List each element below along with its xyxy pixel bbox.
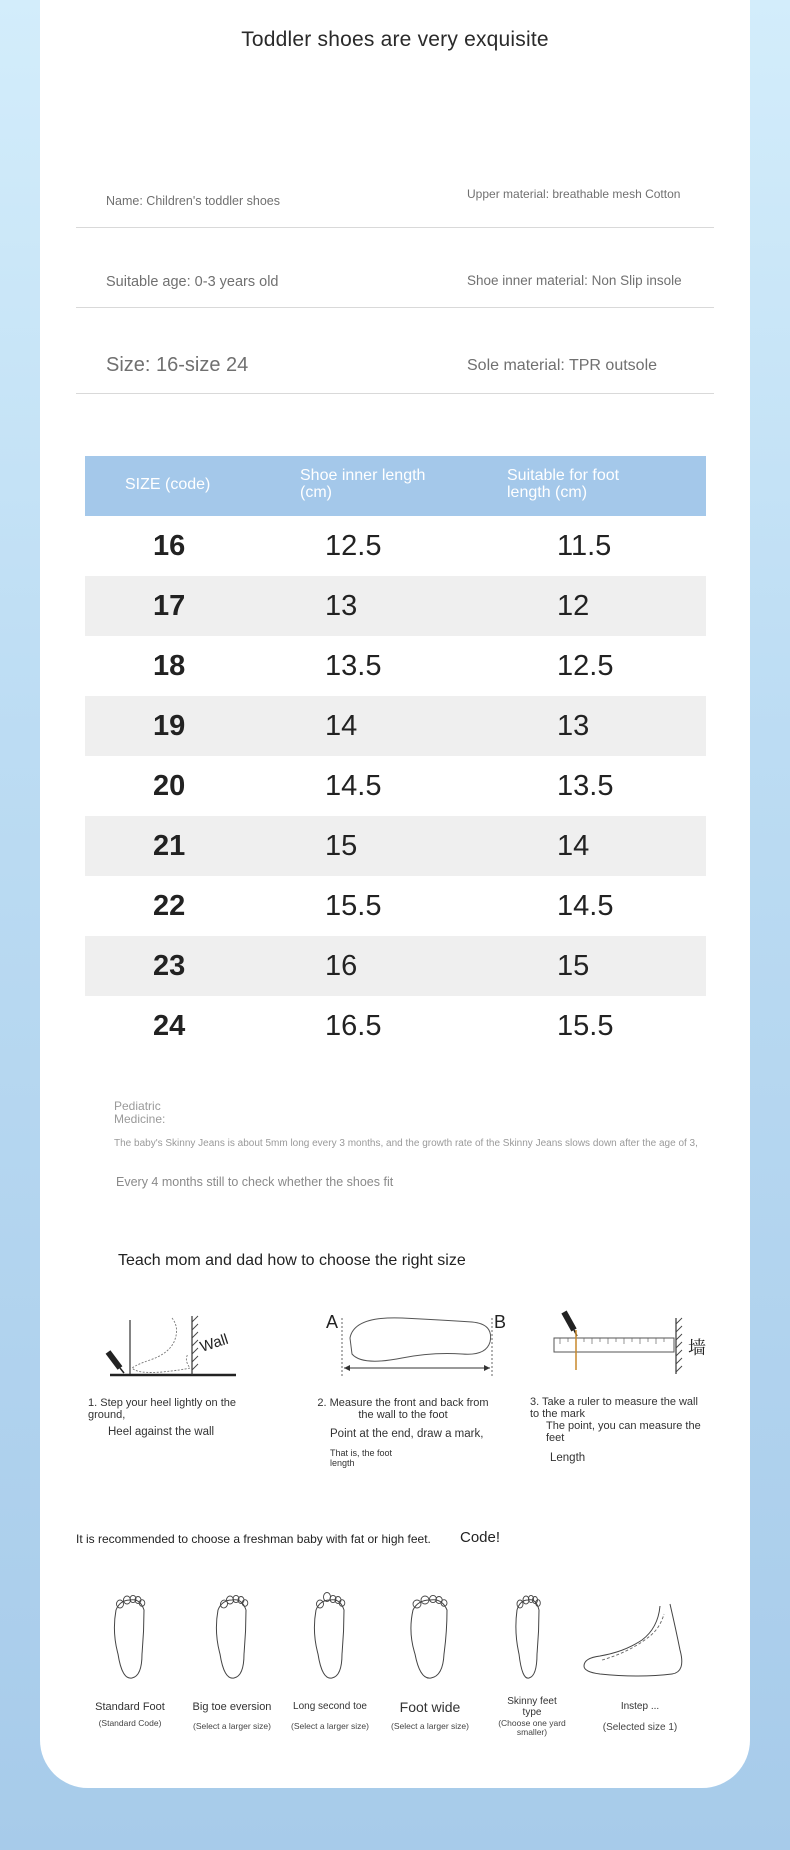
spec-row [76, 228, 714, 308]
size-table-header [85, 456, 706, 516]
foot-length-cell: 15 [557, 950, 590, 982]
high-instep-foot-icon [580, 1600, 690, 1684]
foot-length-cell: 12.5 [557, 650, 614, 682]
inner-length-cell: 12.5 [325, 530, 382, 562]
foot-length-cell: 13 [557, 710, 590, 742]
long-second-toe-foot-icon [310, 1592, 350, 1684]
skinny-foot-icon [510, 1592, 546, 1684]
step-2-line-3: That is, the foot length [330, 1448, 393, 1469]
recommend-text: It is recommended to choose a freshman baby with fat or high feet. [76, 1532, 431, 1546]
foot-type-label: Instep ... [620, 1701, 660, 1712]
inner-length-cell: 15.5 [325, 890, 382, 922]
step-3-line-1: 3. Take a ruler to measure the wall to the mark [530, 1396, 698, 1421]
size-code-cell: 23 [153, 950, 186, 982]
step-3-line-2: The point, you can measure the feet [546, 1420, 701, 1445]
point-b-label: B [494, 1312, 507, 1332]
spec-upper-material: Upper material: breathable mesh Cotton [467, 187, 681, 201]
size-code-cell: 20 [153, 770, 186, 802]
inner-length-cell: 14.5 [325, 770, 382, 802]
foot-type-label: Big toe eversion [192, 1701, 272, 1713]
page-title: Toddler shoes are very exquisite [241, 28, 549, 51]
content-card [40, 0, 750, 1788]
step-2-line-2: Point at the end, draw a mark, [330, 1428, 484, 1440]
foot-type-label: Long second toe [293, 1701, 367, 1712]
header-foot-length: Suitable for foot length (cm) [507, 467, 620, 501]
table-row [85, 996, 706, 1056]
wall-label: Wall [197, 1330, 231, 1356]
foot-type-sub: (Select a larger size) [193, 1721, 271, 1731]
foot-type-sub: (Select a larger size) [391, 1721, 469, 1731]
size-code-cell: 21 [153, 830, 186, 862]
foot-type-sub: (Selected size 1) [602, 1722, 678, 1733]
spec-name: Name: Children's toddler shoes [106, 194, 280, 208]
size-code-cell: 17 [153, 590, 186, 622]
teach-title: Teach mom and dad how to choose the right size [118, 1252, 466, 1269]
foot-length-cell: 13.5 [557, 770, 614, 802]
wall-char-label: 墙 [688, 1338, 706, 1359]
inner-length-cell: 16 [325, 950, 358, 982]
foot-type-sub: (Select a larger size) [291, 1721, 369, 1731]
step-1-line-2: Heel against the wall [108, 1426, 215, 1438]
foot-type-sub: (Choose one yard smaller) [498, 1718, 566, 1738]
foot-type-sub: (Standard Code) [98, 1718, 162, 1728]
recommend-code: Code! [460, 1529, 501, 1546]
size-code-cell: 16 [153, 530, 186, 562]
point-a-label: A [326, 1312, 339, 1332]
inner-length-cell: 13 [325, 590, 358, 622]
foot-type-label: Standard Foot [95, 1701, 165, 1713]
step-3-line-3: Length [550, 1452, 586, 1464]
notes-heading: Pediatric Medicine: [114, 1099, 166, 1126]
table-row [85, 516, 706, 576]
table-row [85, 756, 706, 816]
table-row [85, 876, 706, 936]
header-size-code: SIZE (code) [125, 476, 211, 493]
foot-length-cell: 14.5 [557, 890, 614, 922]
foot-length-cell: 15.5 [557, 1010, 614, 1042]
step-1-line-1: 1. Step your heel lightly on the ground, [88, 1397, 236, 1422]
table-row [85, 636, 706, 696]
foot-type-label: Foot wide [399, 1699, 461, 1715]
big-toe-eversion-foot-icon [212, 1592, 252, 1684]
spec-suitable-age: Suitable age: 0-3 years old [106, 274, 279, 290]
spec-row [76, 180, 714, 228]
size-code-cell: 22 [153, 890, 186, 922]
inner-length-cell: 16.5 [325, 1010, 382, 1042]
size-code-cell: 19 [153, 710, 186, 742]
foot-outline-ab-illustration [322, 1308, 517, 1380]
inner-length-cell: 14 [325, 710, 358, 742]
standard-foot-icon [110, 1592, 150, 1684]
foot-length-cell: 12 [557, 590, 590, 622]
foot-length-cell: 14 [557, 830, 590, 862]
ruler-measure-illustration [550, 1308, 740, 1380]
inner-length-cell: 13.5 [325, 650, 382, 682]
heel-against-wall-illustration [102, 1308, 242, 1380]
step-2-line-1: 2. Measure the front and back from the wall to the foot [317, 1397, 489, 1422]
size-code-cell: 24 [153, 1010, 186, 1042]
notes-body: The baby's Skinny Jeans is about 5mm long every 3 months, and the growth rate of the Skinny Jeans slows down after the age of 3, [114, 1138, 698, 1149]
spec-inner-material: Shoe inner material: Non Slip insole [467, 273, 682, 288]
wide-foot-icon [408, 1592, 452, 1684]
spec-row [76, 308, 714, 394]
table-row [85, 696, 706, 756]
table-row [85, 576, 706, 636]
size-code-cell: 18 [153, 650, 186, 682]
header-shoe-inner-length: Shoe inner length (cm) [300, 467, 426, 501]
notes-check: Every 4 months still to check whether the shoes fit [116, 1175, 394, 1189]
spec-size-range: Size: 16-size 24 [106, 354, 249, 376]
size-table [85, 456, 706, 1056]
inner-length-cell: 15 [325, 830, 358, 862]
foot-length-cell: 11.5 [557, 530, 612, 562]
table-row [85, 936, 706, 996]
foot-type-label: Skinny feet type [507, 1696, 557, 1718]
table-row [85, 816, 706, 876]
spec-sole-material: Sole material: TPR outsole [467, 357, 658, 374]
